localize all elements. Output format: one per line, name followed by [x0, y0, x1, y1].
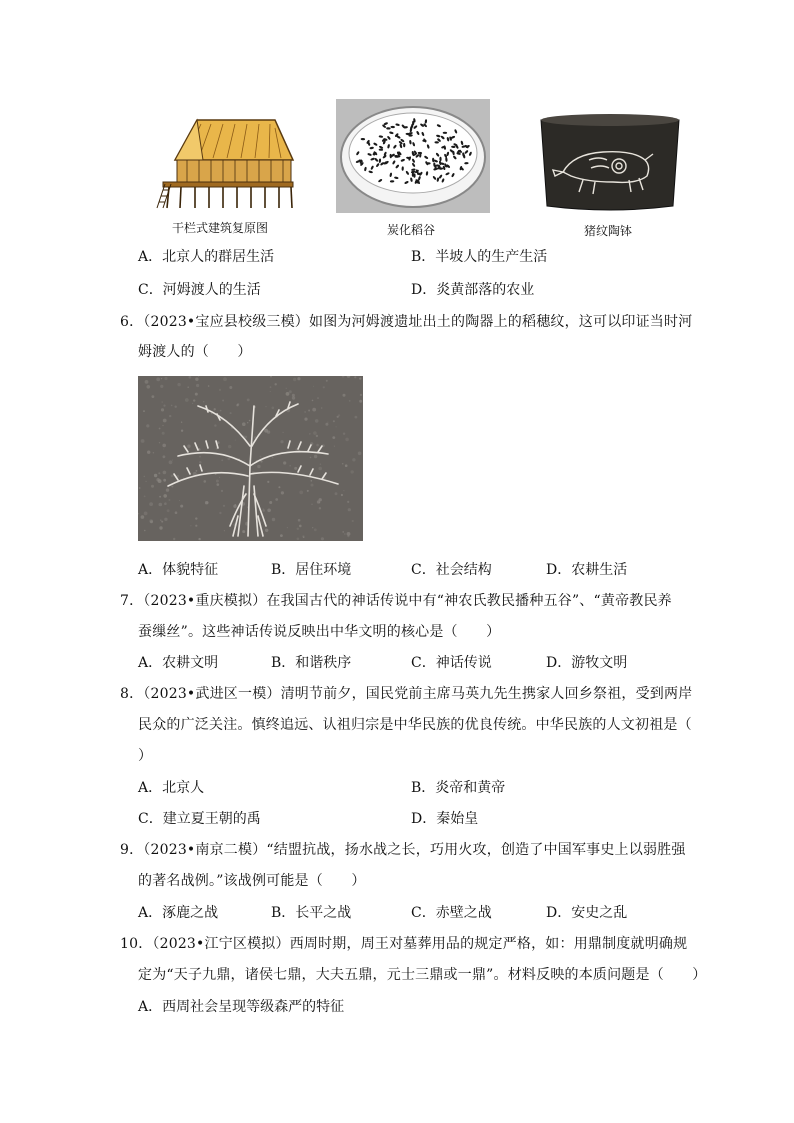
q7-option-d[interactable]: D．游牧文明 [546, 655, 628, 671]
q5-option-c[interactable]: C．河姆渡人的生活 [138, 282, 261, 298]
q6-stem-line2: 姆渡人的（ ） [138, 344, 252, 360]
q8-option-b[interactable]: B．炎帝和黄帝 [411, 780, 506, 796]
q9-option-c[interactable]: C．赤壁之战 [411, 905, 492, 921]
q8-option-a[interactable]: A．北京人 [138, 780, 205, 796]
q5-option-d[interactable]: D．炎黄部落的农业 [411, 282, 535, 298]
q7-stem-line1: 7．（2023•重庆模拟）在我国古代的神话传说中有“神农氏教民播种五谷”、“黄帝教民养 [120, 593, 672, 609]
q8-stem-line1: 8．（2023•武进区一模）清明节前夕，国民党前主席马英九先生携家人回乡祭祖，受到两岸 [120, 686, 693, 702]
q8-option-c[interactable]: C．建立夏王朝的禹 [138, 811, 261, 827]
q7-option-a[interactable]: A．农耕文明 [138, 655, 219, 671]
q10-option-a[interactable]: A．西周社会呈现等级森严的特征 [138, 999, 345, 1015]
q9-stem-line2: 的著名战例。”该战例可能是（ ） [138, 873, 366, 889]
q6-option-c[interactable]: C．社会结构 [411, 562, 492, 578]
q7-option-b[interactable]: B．和谐秩序 [271, 655, 352, 671]
q8-stem-line3: ） [138, 748, 153, 764]
q5-option-a[interactable]: A．北京人的群居生活 [138, 249, 275, 265]
q6-option-b[interactable]: B．居住环境 [271, 562, 352, 578]
q9-option-b[interactable]: B．长平之战 [271, 905, 352, 921]
q6-option-a[interactable]: A．体貌特征 [138, 562, 219, 578]
q10-stem-line1: 10．（2023•江宁区模拟）西周时期，周王对墓葬用品的规定严格，如：用鼎制度就明确规 [120, 936, 688, 952]
q6-stem-line1: 6．（2023•宝应县校级三模）如图为河姆渡遗址出土的陶器上的稻穗纹，这可以印证当时河 [120, 314, 693, 330]
q7-option-c[interactable]: C．神话传说 [411, 655, 492, 671]
q7-stem-line2: 蚕缫丝”。这些神话传说反映出中华文明的核心是（ ） [138, 624, 501, 640]
q8-option-d[interactable]: D．秦始皇 [411, 811, 479, 827]
stilt-house-image [155, 112, 295, 212]
q5-option-b[interactable]: B．半坡人的生产生活 [411, 249, 548, 265]
pig-pattern-pot-image [533, 110, 687, 216]
q6-option-d[interactable]: D．农耕生活 [546, 562, 628, 578]
stilt-house-caption: 干栏式建筑复原图 [172, 221, 269, 235]
q10-stem-line2: 定为“天子九鼎，诸侯七鼎，大夫五鼎，元士三鼎或一鼎”。材料反映的本质问题是（ ） [138, 967, 707, 983]
q8-stem-line2: 民众的广泛关注。慎终追远、认祖归宗是中华民族的优良传统。中华民族的人文初祖是（ [138, 717, 692, 733]
rice-ear-pattern-image [138, 376, 363, 541]
q9-option-a[interactable]: A．涿鹿之战 [138, 905, 219, 921]
carbonized-rice-image [336, 99, 490, 213]
carbonized-rice-caption: 炭化稻谷 [387, 223, 436, 237]
q9-option-d[interactable]: D．安史之乱 [546, 905, 628, 921]
q9-stem-line1: 9．（2023•南京二模）“结盟抗战，扬水战之长，巧用火攻，创造了中国军事史上以弱胜强 [120, 842, 686, 858]
pig-pattern-pot-caption: 猪纹陶钵 [584, 224, 633, 238]
